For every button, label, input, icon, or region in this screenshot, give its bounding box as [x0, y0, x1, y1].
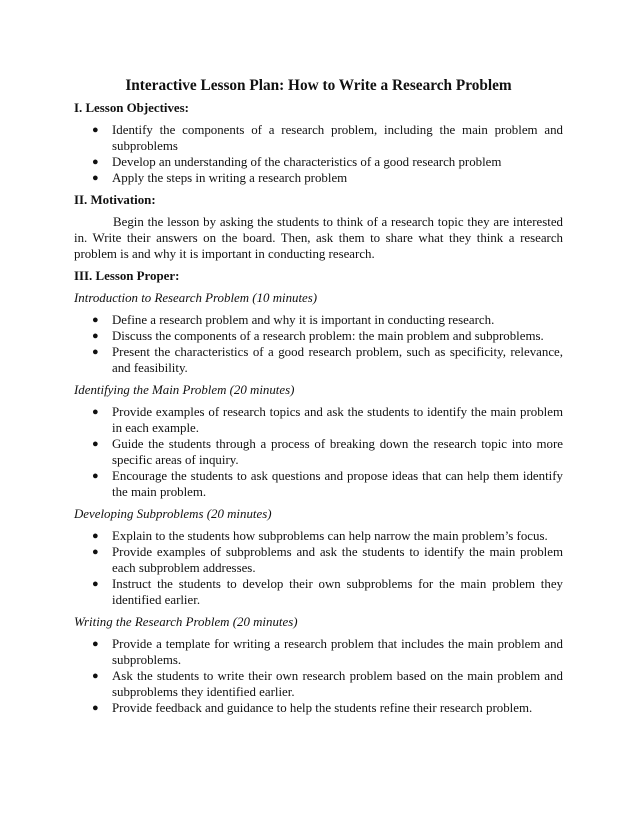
- motivation-heading: II. Motivation:: [74, 193, 156, 207]
- list-item: ● Provide examples of research topics and ask the students to identify the main problem in each example.: [92, 405, 563, 435]
- list-item: ● Explain to the students how subproblems can help narrow the main problem’s focus.: [92, 529, 548, 543]
- bullet-icon: ●: [92, 406, 99, 418]
- document-page: [74, 76, 563, 721]
- section-title-writing: Writing the Research Problem (20 minutes): [74, 615, 298, 629]
- bullet-icon: ●: [92, 670, 99, 682]
- bullet-icon: ●: [92, 172, 99, 184]
- main-problem-list: [74, 404, 563, 500]
- list-item: ● Provide a template for writing a research problem that includes the main problem and subproblems.: [92, 637, 563, 667]
- bullet-icon: ●: [92, 438, 99, 450]
- objectives-heading: I. Lesson Objectives:: [74, 101, 189, 115]
- list-item: ● Discuss the components of a research problem: the main problem and subproblems.: [92, 329, 544, 343]
- bullet-icon: ●: [92, 638, 99, 650]
- bullet-icon: ●: [92, 470, 99, 482]
- list-item: ● Guide the students through a process of breaking down the research topic into more specific areas of inquiry.: [92, 437, 563, 467]
- introduction-list: [74, 312, 563, 376]
- bullet-icon: ●: [92, 156, 99, 168]
- list-item: ● Identify the components of a research problem, including the main problem and subproblems: [92, 123, 563, 153]
- list-item: ● Apply the steps in writing a research problem: [92, 171, 348, 185]
- bullet-icon: ●: [92, 530, 99, 542]
- section-title-main-problem: Identifying the Main Problem (20 minutes): [74, 383, 295, 397]
- bullet-icon: ●: [92, 546, 99, 558]
- bullet-icon: ●: [92, 578, 99, 590]
- lesson-proper-heading: III. Lesson Proper:: [74, 269, 180, 283]
- section-title-subproblems: Developing Subproblems (20 minutes): [74, 507, 272, 521]
- list-item: ● Present the characteristics of a good research problem, such as specificity, relevance, and feasibility.: [92, 345, 563, 375]
- list-item: ● Define a research problem and why it is important in conducting research.: [92, 313, 495, 327]
- bullet-icon: ●: [92, 314, 99, 326]
- motivation-paragraph: Begin the lesson by asking the students to think of a research topic they are interested in. Write their answers on the board. Then, ask them to share what they think a research problem is and why it is important in conducting research.: [74, 215, 563, 261]
- list-item: ● Provide examples of subproblems and ask the students to identify the main problem each subproblem addresses.: [92, 545, 563, 575]
- bullet-icon: ●: [92, 702, 99, 714]
- document-title: Interactive Lesson Plan: How to Write a Research Problem: [125, 77, 512, 94]
- objectives-list: [74, 122, 563, 186]
- bullet-icon: ●: [92, 124, 99, 136]
- list-item: ● Ask the students to write their own research problem based on the main problem and subproblems they identified earlier.: [92, 669, 563, 699]
- bullet-icon: ●: [92, 330, 99, 342]
- subproblems-list: [74, 528, 563, 608]
- bullet-icon: ●: [92, 346, 99, 358]
- list-item: ● Provide feedback and guidance to help the students refine their research problem.: [92, 701, 533, 715]
- writing-list: [74, 636, 563, 716]
- list-item: ● Develop an understanding of the characteristics of a good research problem: [92, 155, 502, 169]
- list-item: ● Instruct the students to develop their own subproblems for the main problem they identified earlier.: [92, 577, 563, 607]
- list-item: ● Encourage the students to ask questions and propose ideas that can help them identify the main problem.: [92, 469, 563, 499]
- section-title-introduction: Introduction to Research Problem (10 minutes): [74, 291, 318, 305]
